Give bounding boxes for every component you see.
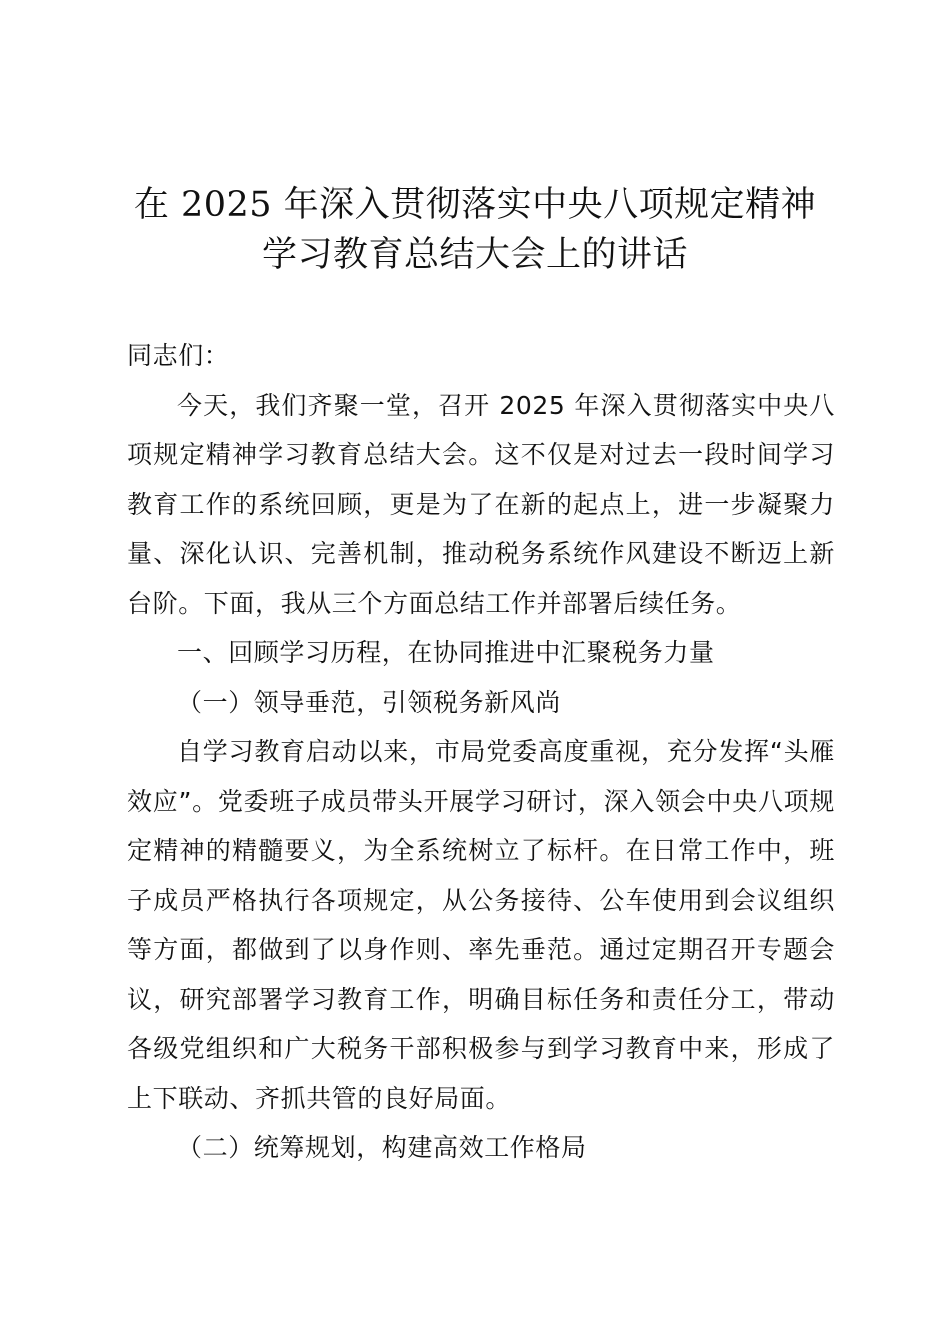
paragraph-leadership: 自学习教育启动以来，市局党委高度重视，充分发挥“头雁效应”。党委班子成员带头开展学习研讨，深入领会中央八项规定精神的精髓要义，为全系统树立了标杆。在日常工作中，班子成员严格执行各项规定，从公务接待、公车使用到会议组织等方面，都做到了以身作则、率先垂范。通过定期召开专题会议，研究部署学习教育工作，明确目标任务和责任分工，带动各级党组织和广大税务干部积极参与到学习教育中来，形成了上下联动、齐抓共管的良好局面。 xyxy=(127,737,835,1113)
section-heading-1: 一、回顾学习历程，在协同推进中汇聚税务力量 xyxy=(177,638,715,667)
subsection-heading-2: （二）统筹规划，构建高效工作格局 xyxy=(177,1133,587,1162)
paragraph-opening: 今天，我们齐聚一堂，召开 2025 年深入贯彻落实中央八项规定精神学习教育总结大会。这不仅是对过去一段时间学习教育工作的系统回顾，更是为了在新的起点上，进一步凝聚力量、深化认识、完善机制，推动税务系统作风建设不断迈上新台阶。下面，我从三个方面总结工作并部署后续任务。 xyxy=(127,390,835,618)
document-body xyxy=(127,331,835,1173)
subsection-heading-1: （一）领导垂范，引领税务新风尚 xyxy=(177,687,562,717)
document-title: 在 2025 年深入贯彻落实中央八项规定精神学习教育总结大会上的讲话 xyxy=(133,185,817,275)
salutation: 同志们： xyxy=(127,341,230,370)
